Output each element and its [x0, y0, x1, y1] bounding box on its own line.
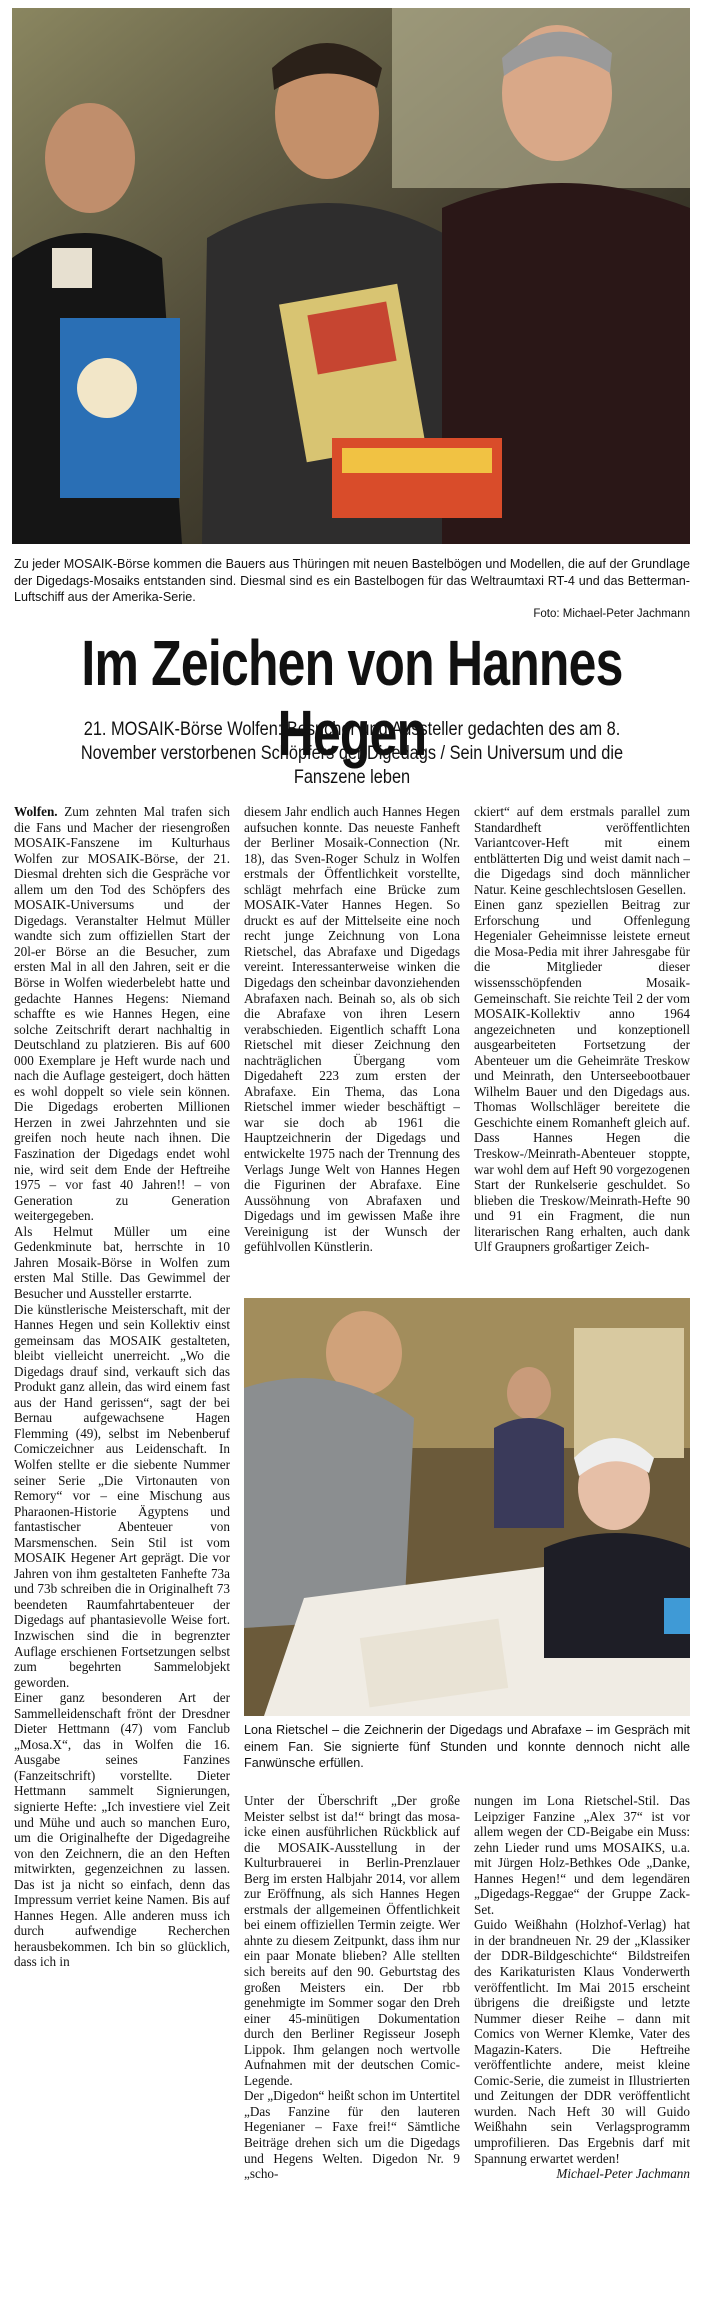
headline: Im Zeichen von Hannes Hegen: [81, 627, 623, 769]
article-paragraph: Die künstlerische Meisterschaft, mit der Hannes Hegen und sein Kollektiv einst gemeinsam das MOSAIK gestalteten, bleibt vielleicht unerreicht. „Wo die Digedags drauf sind, verkauft sich das Produkt ganz allein, das wird einem fast aus der Hand gerissen“, sagt der bei Bernau aufgewachsene Hagen Flemming (49), selbst im Nebenberuf Comiczeichner aus Leidenschaft. In Wolfen stellte er die siebente Nummer seiner Serie „Die Virtonauten von Remory“ vor – eine Mischung aus Pharaonen-Historie Ägyptens und fantastischer Abenteuer von Marsmenschen. Sein Stil ist vom MOSAIK Hegener Art geprägt. Die vor Jahren von ihm gestalteten Fanhefte 73a und 73b schreiben die in Originalheft 73 beendeten Raumfahrtabenteuer der Digedags auf phantasievolle Weise fort. Inzwischen sind die in begrenzter Auflage erschienen Fortsetzungen selbst zum begehrten Sammelobjekt geworden.: [14, 1301, 230, 1690]
top-photo: [12, 8, 690, 544]
top-caption-text: Zu jeder MOSAIK-Börse kommen die Bauers aus Thüringen mit neuen Bastelbögen und Modellen, die auf der Grundlage der Digedags-Mosaiks entstanden sind. Diesmal sind es ein Bastelbogen für das Weltraumtaxi RT-4 und das Betterman-Luftschiff aus der Amerika-Serie.: [14, 557, 690, 604]
mid-photo: [244, 1298, 690, 1716]
article-paragraph: Einer ganz besonderen Art der Sammelleidenschaft frönt der Dresdner Dieter Hettmann (47) vom Fanclub „Mosa.X“, das in Wolfen die 16. Ausgabe seines Fanzines (Fanzeitschrift) vorstellte. Dieter Hettmann sammelt Signierungen, signierte Hefte: „Ich investiere viel Zeit und Mühe und auch so manchen Euro, um die Originalhefte der Digedagreihe von den Zeichnern, die an den Heften mitwirkten, gegenzeichnen zu lassen. Das ist ja nicht so einfach, denn das Impressum verriet keine Namen. Bis auf Hannes Hegen. Alle anderen muss ich durch aufwendige Recherchen herausbekommen. Ich bin so glücklich, dass ich in: [14, 1690, 230, 1970]
article-paragraph: ckiert“ auf dem erstmals parallel zum Standardheft veröffentlichten Variantcover-Heft mit einem entblätterten Dig und weist damit nach – die Digedags sind doch männlicher Natur. Keine geschlechtslosen Gesellen.: [474, 804, 690, 897]
article-paragraph: Guido Weißhahn (Holzhof-Verlag) hat in der brandneuen Nr. 29 der „Klassiker der DDR-Bildgeschichte“ Bildstreifen des Karikaturisten Klaus Vonderwerth veröffentlicht. Im Mai 2015 erscheint übrigens die dreißigste und letzte Nummer dieser Reihe – dann mit Comics von Werner Klemke, Vater des Magazin-Katers. Die Heftreihe veröffentlichte andere, meist kleine Comic-Serie, die zumeist in Illustrierten und Zeitungen der DDR veröffentlicht wurden. Nach Heft 30 will Guido Weißhahn sein Verlagsprogramm umprofilieren. Das Ergebnis darf mit Spannung erwartet werden!: [474, 1917, 690, 2166]
article-paragraph: Wolfen. Zum zehnten Mal trafen sich die Fans und Macher der riesengroßen MOSAIK-Fanszene im Kulturhaus Wolfen zur MOSAIK-Börse, der 21. Diesmal drehten sich die Gespräche vor allem um den Tod des Schöpfers des MOSAIK-Universums und der Digedags. Veranstalter Helmut Müller wandte sich zum offiziellen Start der 20l-er Börse an die Besucher, zum ersten Mal in all den Jahren, seit er die Börse in Wolfen wiederbelebt hatte und gedachte Hannes Hegens: Niemand schaffte es wie Hannes Hegen, eine solche Zeitschrift derart nachhaltig in Deutschland zu platzieren. Bis auf 600 000 Exemplare je Heft wurde nach und nach die Auflage gesteigert, doch hätten es wohl doppelt so viele sein können. Die Digedags eroberten Millionen Herzen in zwei Jahrzehnten und sie greifen noch heute nach ihnen. Die Faszination der Digedags endet wohl nie, wird seit dem Ende der Heftreihe 1975 – vor fast 40 Jahren!! – von Generation zu Generation weitergegeben.: [14, 804, 230, 1224]
article-paragraph: Einen ganz speziellen Beitrag zur Erforschung und Offenlegung Hegenialer Geheimnisse leistete erneut die Mosa-Pedia mit ihrer Jahresgabe für die Mitglieder dieser wissensschöpfenden Mosaik-Gemeinschaft. Sie reichte Teil 2 der vom MOSAIK-Kollektiv anno 1964 angezeichneten und konzeptionell ausgearbeiteten Fortsetzung der Abenteuer um die Geheimräte Treskow und Meinrath, den Unterseebootbauer Wilhelm Bauer und den Digedags aus. Thomas Wollschläger bereitete die Geschichte einem Romanheft gleich auf. Dass Hannes Hegen die Treskow-/Meinrath-Abenteuer stoppte, war wohl dem auf Heft 90 vorgezogenen Start der Runkelserie geschuldet. So blieben die Treskow/Meinrath-Hefte 90 und 91 ein Fragment, die nun literarischen Rang erhalten, auch dank Ulf Graupners großartiger Zeich-: [474, 897, 690, 1255]
article-column-2: [244, 804, 460, 1288]
article-paragraph: diesem Jahr endlich auch Hannes Hegen aufsuchen konnte. Das neueste Fanheft der Berliner Mosaik-Connection (Nr. 18), das Sven-Roger Schulz in Wolfen erstmals der Öffentlichkeit vorstellte, schlägt mehrfach eine Brücke zum MOSAIK-Vater Hannes Hegen. So druckt es auf der Mittelseite eine noch recht junge Zeichnung von Lona Rietschel, das Abrafaxe und Digedags vereint. Interessanterweise winken die Digedags den scheinbar davonziehenden Abrafaxen nach. Beinah so, als ob sich die Abrafaxe von ihren Lesern verabschieden. Eigentlich schafft Lona Rietschel mit dieser Zeichnung den nachträglichen Übergang vom Digedaheft 223 zum ersten der Abrafaxe. Ein Thema, das Lona Rietschel immer wieder beschäftigt – war sie doch ab 1961 die Hauptzeichnerin der Digedags und entwickelte 1975 nach der Trennung des Verlags Junge Welt von Hannes Hegen die Figurinen der Abrafaxe. Eine Aussöhnung von Abrafaxen und Digedags und im gewissen Maße ihre Vereinigung ist der Wunsch der gefühlvollen Künstlerin.: [244, 804, 460, 1255]
article-column-4: [244, 1793, 460, 2293]
article-column-3: [474, 804, 690, 1288]
article-paragraph: Als Helmut Müller um eine Gedenkminute bat, herrschte in 10 Jahren Mosaik-Börse in Wolfen zum ersten Mal Stille. Das Gewimmel der Besucher und Aussteller erstarrte.: [14, 1223, 230, 1301]
photo-credit: Foto: Michael-Peter Jachmann: [533, 607, 690, 620]
top-photo-caption: [14, 556, 690, 622]
article-column-5: [474, 1793, 690, 2293]
article-paragraph: Unter der Überschrift „Der große Meister selbst ist da!“ bringt das mosa-icke einen ausführlichen Rückblick auf die MOSAIK-Ausstellung in der Kulturbrauerei in Berlin-Prenzlauer Berg im ersten Halbjahr 2014, vor allem zur Eröffnung, als sich Hannes Hegen erstmals der allgemeinen Öffentlichkeit bei einem offiziellen Termin zeigte. Wer ahnte zu diesem Zeitpunkt, dass ihm nur ein paar Monate blieben? Alle stellten sich bereits auf den 90. Geburtstag des großen Meisters ein. Der rbb genehmigte im Sommer sogar den Dreh einer 45-minütigen Dokumentation durch den Berliner Regisseur Joseph Lippok. Ihm gelangen noch wertvolle Aufnahmen mit der deutschen Comic-Legende.: [244, 1793, 460, 2088]
subheadline: 21. MOSAIK-Börse Wolfen: Besucher und Aussteller gedachten des am 8. November verstorbenen Schöpfers der Digedags / Sein Universum und die Fanszene leben: [80, 719, 624, 788]
article-paragraph: nungen im Lona Rietschel-Stil. Das Leipziger Fanzine „Alex 37“ ist vor allem wegen der CD-Beigabe ein Muss: zehn Lieder rund ums MOSAIKS, u.a. mit Jürgen Holz-Bethkes Ode „Danke, Hannes Hegen!“ und dem legendären „Digedags-Reggae“ der Gruppe Zack-Set.: [474, 1793, 690, 1917]
mid-photo-caption: Lona Rietschel – die Zeichnerin der Digedags und Abrafaxe – im Gespräch mit einem Fan. Sie signierte fünf Stunden und konnte dennoch nicht alle Fanwünsche erfüllen.: [244, 1723, 690, 1770]
byline: Michael-Peter Jachmann: [556, 2166, 690, 2182]
dateline: Wolfen.: [14, 804, 58, 819]
article-column-1: [14, 804, 230, 2294]
article-paragraph: Der „Digedon“ heißt schon im Untertitel „Das Fanzine für den lauteren Hegenianer – Faxe frei!“ Sämtliche Beiträge drehen sich um die Digedags und Hegens Welten. Digedon Nr. 9 „scho-: [244, 2088, 460, 2182]
